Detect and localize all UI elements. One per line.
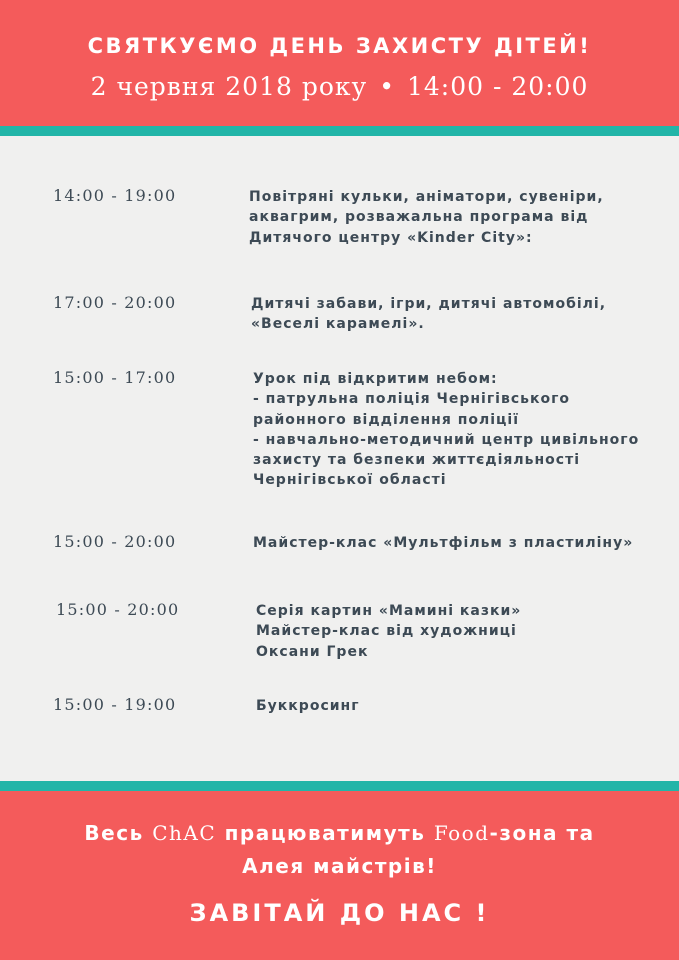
schedule-time-3: 15:00 - 17:00	[53, 368, 177, 387]
teal-divider-top	[0, 126, 679, 136]
event-hours: 14:00 - 20:00	[406, 72, 589, 101]
footer-note-chac: ChAC	[152, 821, 217, 845]
footer-note-end: -зона та	[489, 821, 595, 845]
footer-note-food: Food	[433, 821, 490, 845]
schedule-panel	[0, 136, 679, 781]
event-date: 2 червня 2018 року	[90, 72, 368, 101]
header-banner	[0, 0, 679, 126]
call-to-action: ЗАВІТАЙ ДО НАС !	[189, 899, 490, 927]
schedule-description-1: Повітряні кульки, аніматори, сувеніри, аквагрим, розважальна програма від Дитячого центру «Kinder City»:	[249, 189, 604, 246]
schedule-time-6: 15:00 - 19:00	[53, 695, 177, 714]
bullet-separator: •	[379, 72, 395, 101]
schedule-description-5: Серія картин «Мамині казки» Майстер-клас від художниці Оксани Грек	[256, 603, 522, 660]
schedule-description-3: Урок під відкритим небом: - патрульна поліція Чернігівського районного відділення поліції - навчально-методичний центр цивільного захисту та безпеки життєдіяльності Чернігівської області	[253, 371, 640, 489]
schedule-time-2: 17:00 - 20:00	[53, 293, 177, 312]
event-date-line	[0, 72, 679, 101]
footer-note-start: Весь	[84, 821, 153, 845]
event-title: СВЯТКУЄМО ДЕНЬ ЗАХИСТУ ДІТЕЙ!	[87, 34, 592, 58]
schedule-time-1: 14:00 - 19:00	[53, 186, 177, 205]
schedule-time-5: 15:00 - 20:00	[56, 600, 180, 619]
footer-note-line2: Алея майстрів!	[242, 854, 437, 878]
schedule-description-2: Дитячі забави, ігри, дитячі автомобілі, «Веселі карамелі».	[251, 296, 607, 333]
footer-note	[0, 817, 679, 883]
schedule-description-6: Буккросинг	[256, 698, 360, 714]
schedule-time-4: 15:00 - 20:00	[53, 532, 177, 551]
teal-divider-bottom	[0, 781, 679, 791]
schedule-description-4: Майстер-клас «Мультфільм з пластиліну»	[253, 535, 634, 551]
footer-note-mid: працюватимуть	[216, 821, 434, 845]
footer-banner	[0, 791, 679, 960]
